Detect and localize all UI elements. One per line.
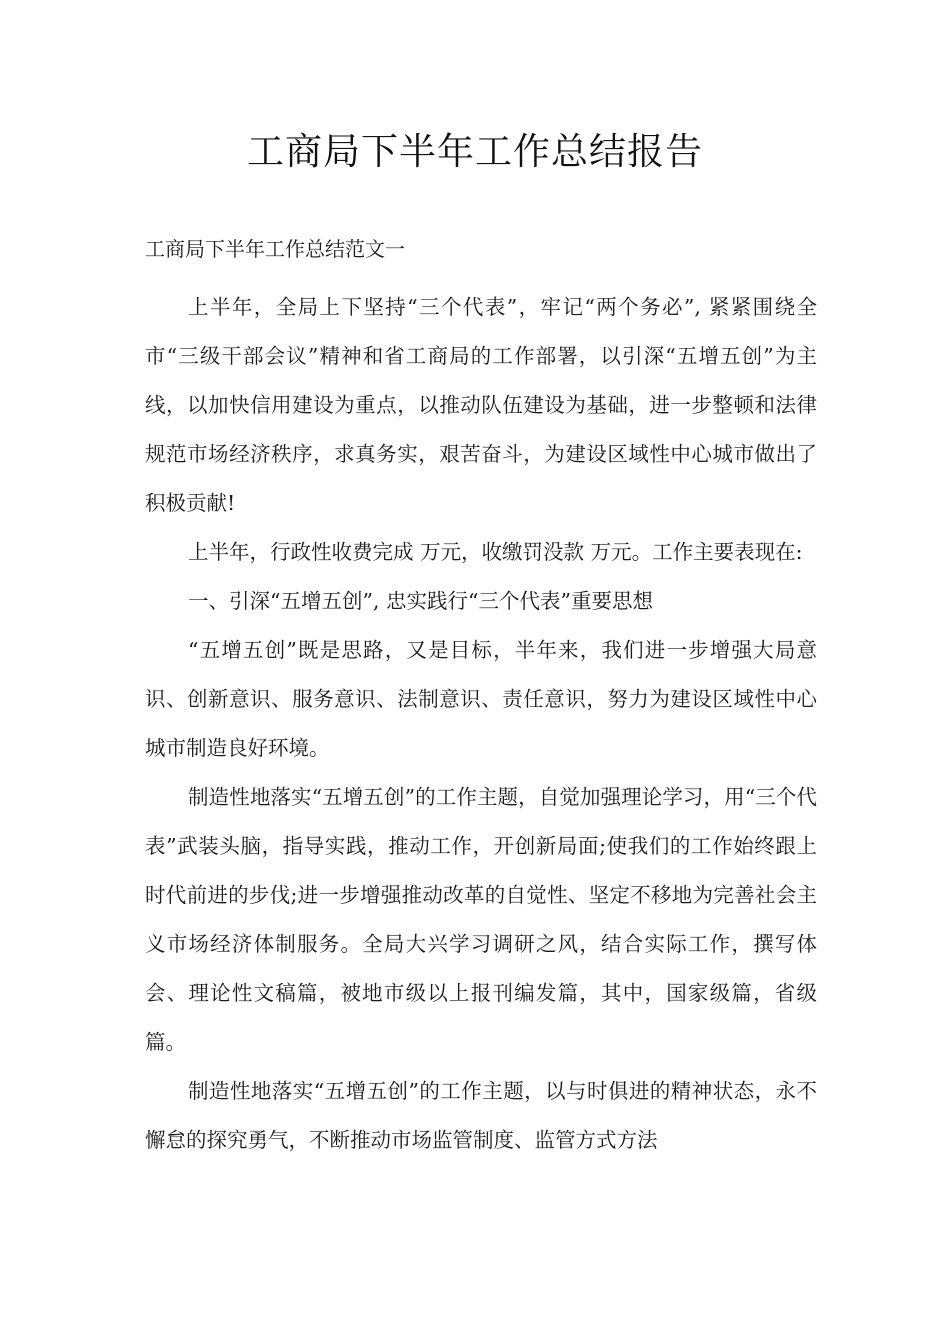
paragraph: 制造性地落实“五增五创”的工作主题，以与时俱进的精神状态，永不懈怠的探究勇气，不断推动市场监管制度、监管方式方法 <box>145 1079 817 1152</box>
paragraph: “五增五创”既是思路，又是目标，半年来，我们进一步增强大局意识、创新意识、服务意识、法制意识、责任意识，努力为建设区域性中心城市制造良好环境。 <box>145 638 817 760</box>
paragraph: 上半年，全局上下坚持“三个代表”，牢记“两个务必”, 紧紧围绕全市“三级干部会议”精神和省工商局的工作部署，以引深“五增五创”为主线，以加快信用建设为重点，以推动队伍建设为基础，进一步整顿和法律规范市场经济秩序，求真务实，艰苦奋斗，为建设区域性中心城市做出了积极贡献! <box>145 295 817 515</box>
document-title: 工商局下半年工作总结报告 <box>247 130 703 173</box>
document-subtitle: 工商局下半年工作总结范文一 <box>145 237 405 261</box>
paragraph: 上半年，行政性收费完成 万元，收缴罚没款 万元。工作主要表现在: <box>188 540 803 564</box>
section-heading: 一、引深“五增五创”, 忠实践行“三个代表”重要思想 <box>188 589 653 613</box>
paragraph: 制造性地落实“五增五创”的工作主题，自觉加强理论学习，用“三个代表”武装头脑，指导实践，推动工作，开创新局面;使我们的工作始终跟上时代前进的步伐;进一步增强推动改革的自觉性、坚定不移地为完善社会主义市场经济体制服务。全局大兴学习调研之风，结合实际工作，撰写体会、理论性文稿篇，被地市级以上报刊编发篇，其中，国家级篇，省级篇。 <box>145 785 817 1054</box>
document-body <box>145 283 817 1165</box>
